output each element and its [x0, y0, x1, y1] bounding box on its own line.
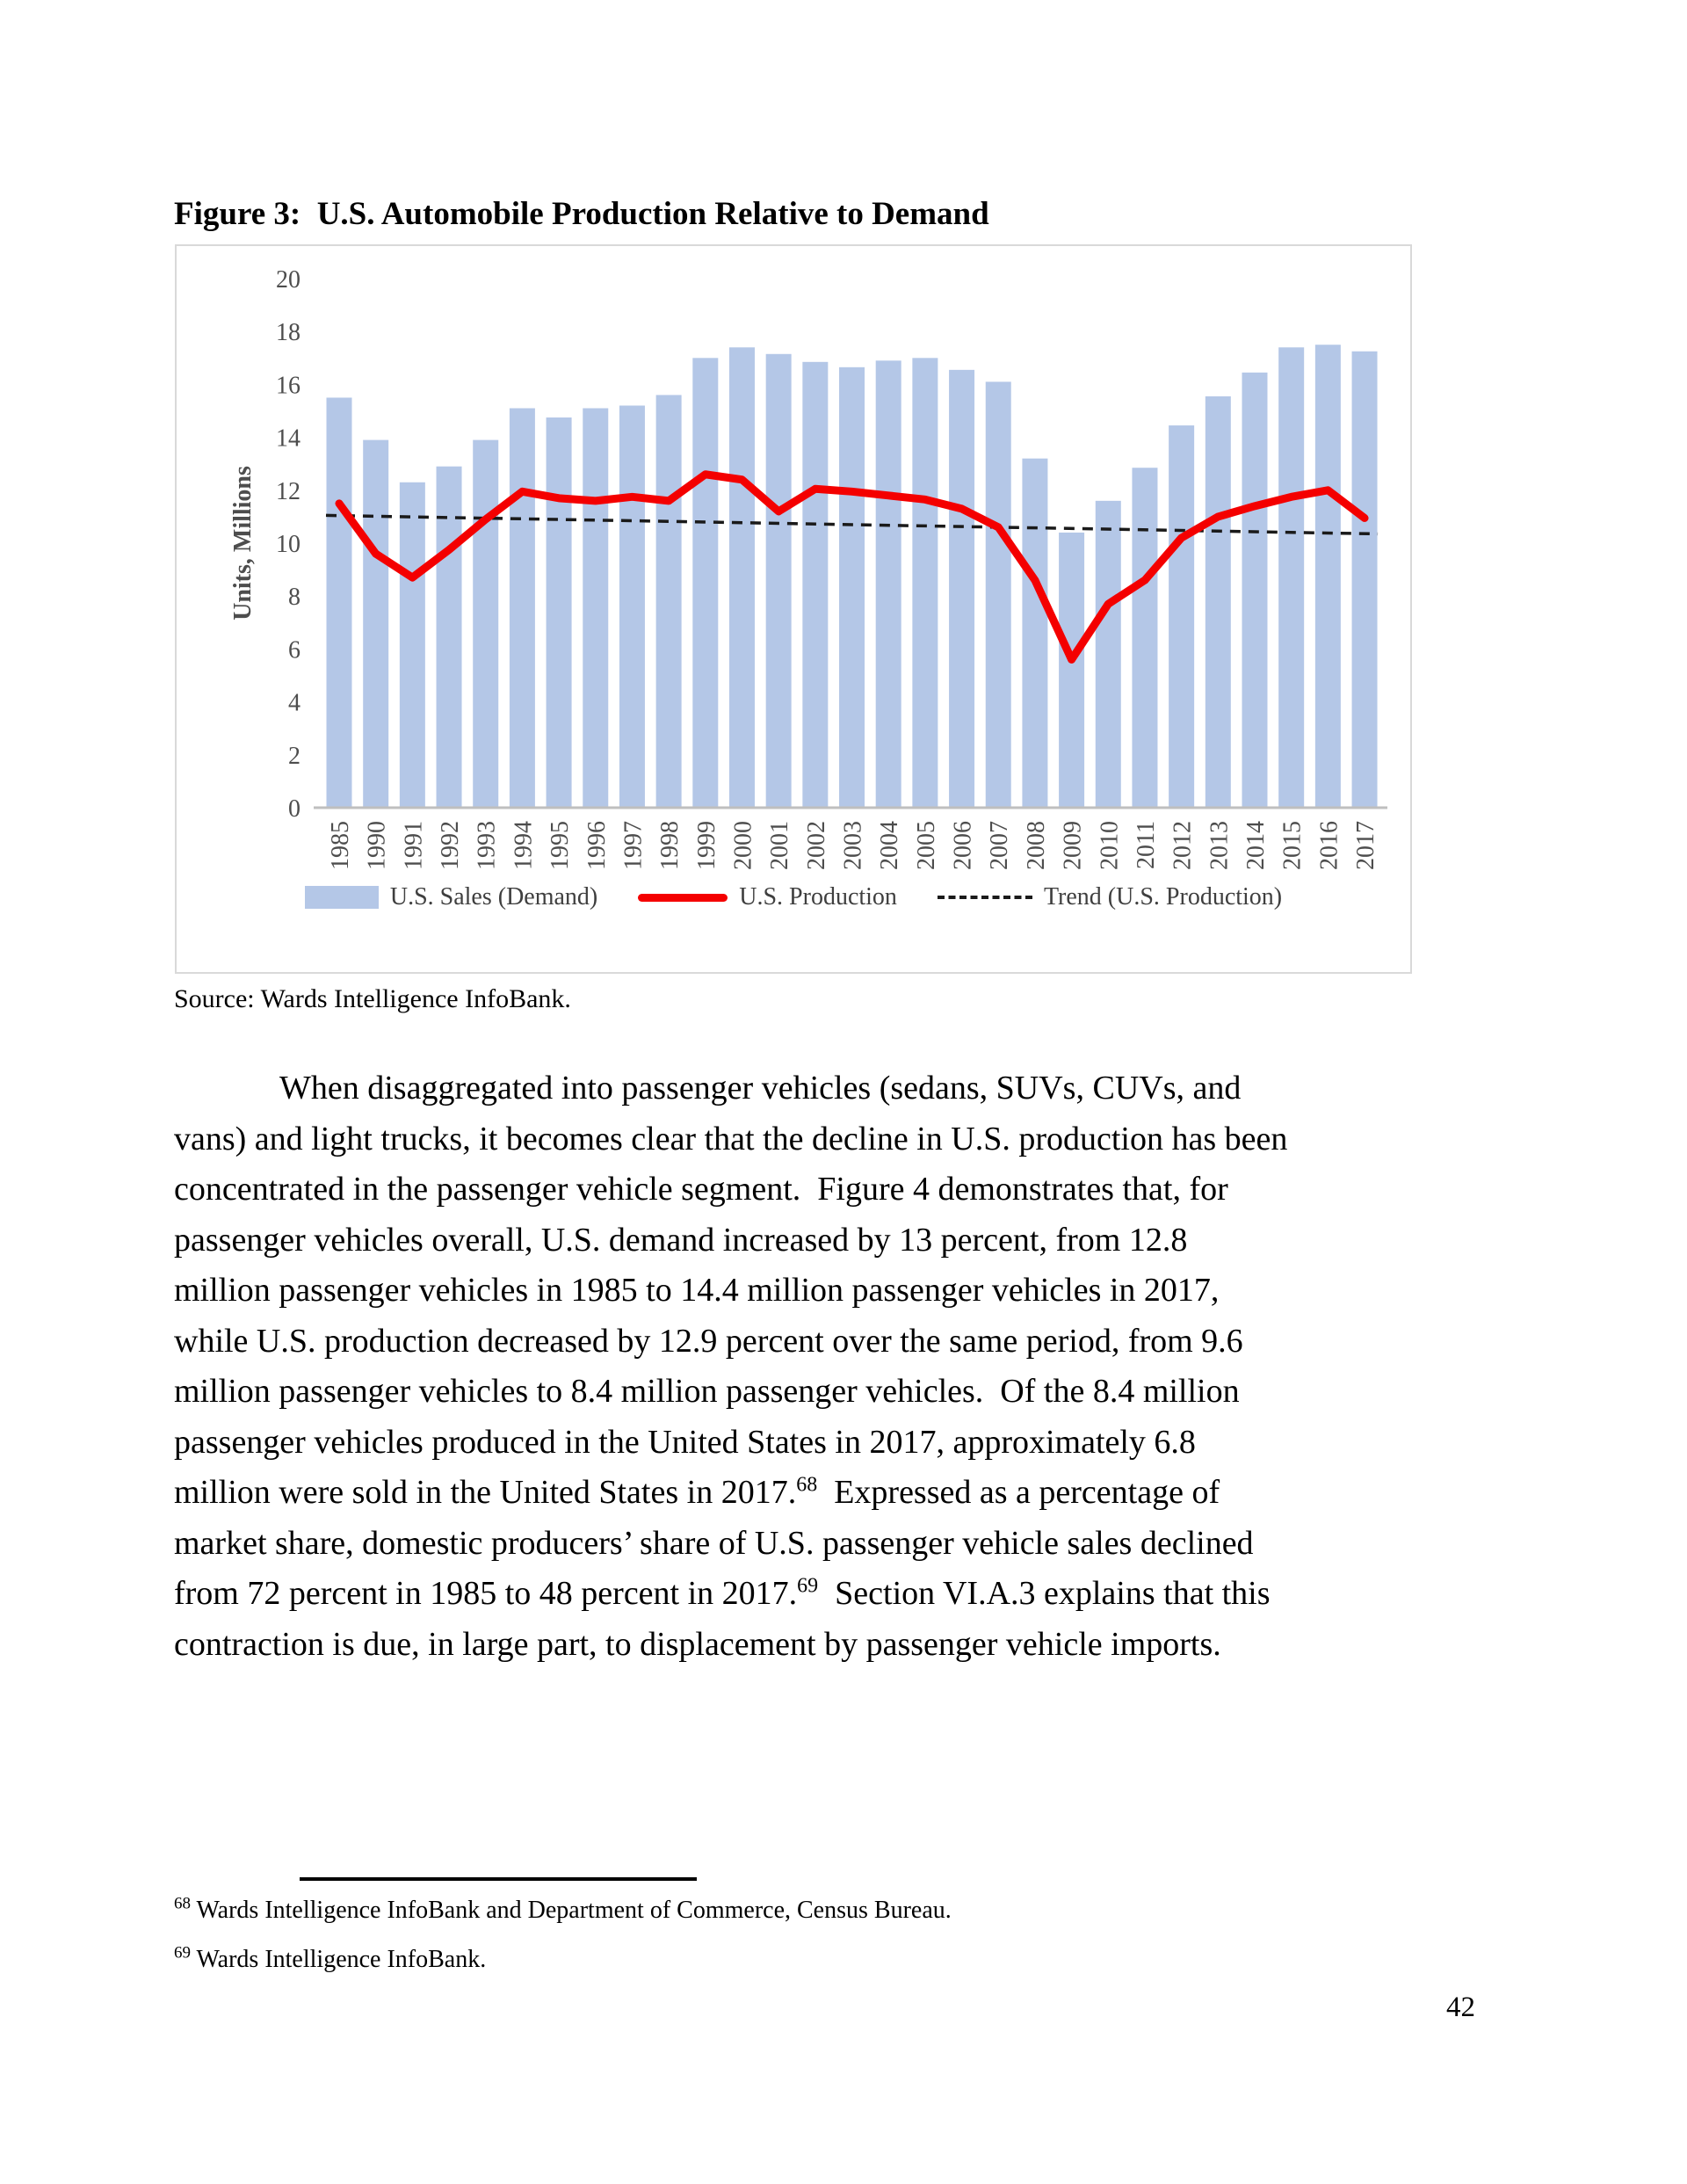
- x-tick-2016: 2016: [1315, 821, 1343, 870]
- paragraph-line: million passenger vehicles in 1985 to 14.4 million passenger vehicles in 2017,: [174, 1272, 1220, 1309]
- legend-label-production: U.S. Production: [739, 883, 897, 911]
- paragraph-line: market share, domestic producers’ share of U.S. passenger vehicle sales declined: [174, 1524, 1254, 1562]
- bar-1985: [327, 397, 352, 808]
- bar-2017: [1352, 352, 1378, 808]
- x-tick-2011: 2011: [1132, 821, 1160, 869]
- legend-label-sales: U.S. Sales (Demand): [389, 883, 598, 911]
- paragraph-line: passenger vehicles overall, U.S. demand increased by 13 percent, from 12.8: [174, 1221, 1188, 1259]
- x-tick-1999: 1999: [692, 821, 720, 870]
- y-tick-16: 16: [276, 372, 300, 400]
- x-tick-1997: 1997: [619, 821, 648, 870]
- footnote-separator: [300, 1877, 697, 1881]
- bar-2010: [1096, 501, 1121, 808]
- x-tick-1994: 1994: [510, 821, 538, 870]
- bar-2003: [839, 367, 865, 808]
- x-tick-1985: 1985: [327, 821, 354, 870]
- y-tick-12: 12: [276, 477, 300, 505]
- bar-2004: [876, 360, 901, 808]
- x-tick-1990: 1990: [363, 821, 391, 870]
- footnote-ref-69: 69: [797, 1574, 819, 1598]
- bar-2014: [1242, 373, 1268, 808]
- paragraph-line: When disaggregated into passenger vehicles (sedans, SUVs, CUVs, and: [279, 1070, 1242, 1107]
- bar-2001: [766, 354, 792, 808]
- bar-2007: [986, 381, 1011, 808]
- x-tick-2001: 2001: [766, 821, 794, 870]
- legend-item-production: [638, 883, 897, 911]
- bar-2002: [802, 362, 828, 808]
- bar-2015: [1278, 347, 1304, 808]
- x-tick-2004: 2004: [876, 821, 904, 870]
- paragraph-line: vans) and light trucks, it becomes clear that the decline in U.S. production has been: [174, 1120, 1288, 1157]
- bar-2000: [729, 347, 755, 808]
- paragraph-line: from 72 percent in 1985 to 48 percent in 2017.69 Section VI.A.3 explains that this: [174, 1574, 1271, 1612]
- x-tick-2015: 2015: [1278, 821, 1307, 870]
- legend-item-trend: [938, 883, 1282, 911]
- x-tick-2009: 2009: [1059, 821, 1087, 870]
- bar-2005: [912, 358, 938, 808]
- chart-figure-3: [175, 244, 1412, 974]
- bar-1999: [692, 358, 718, 808]
- bar-2016: [1315, 345, 1341, 808]
- bar-1991: [400, 483, 425, 808]
- x-tick-2000: 2000: [729, 821, 757, 870]
- y-tick-6: 6: [288, 636, 300, 664]
- footnote-69: $^{69}$ Wards Intelligence InfoBank.: [174, 1943, 487, 1973]
- x-tick-1998: 1998: [656, 821, 684, 870]
- paragraph-line: passenger vehicles produced in the United States in 2017, approximately 6.8: [174, 1423, 1196, 1461]
- footnote-ref-68: 68: [796, 1473, 818, 1497]
- x-tick-2008: 2008: [1022, 821, 1050, 870]
- x-tick-1995: 1995: [547, 821, 575, 870]
- bar-1997: [619, 405, 645, 808]
- legend-label-trend: Trend (U.S. Production): [1043, 883, 1283, 911]
- paragraph-line: concentrated in the passenger vehicle segment. Figure 4 demonstrates that, for: [174, 1171, 1228, 1208]
- paragraph-line: million were sold in the United States in 2017.68 Expressed as a percentage of: [174, 1473, 1220, 1511]
- x-tick-1996: 1996: [583, 821, 611, 870]
- x-tick-2012: 2012: [1169, 821, 1197, 870]
- x-tick-2013: 2013: [1206, 821, 1234, 870]
- bar-1996: [583, 408, 608, 808]
- x-tick-2014: 2014: [1242, 821, 1270, 870]
- trend-dash-swatch: [938, 896, 1032, 899]
- paragraph-line: million passenger vehicles to 8.4 million passenger vehicles. Of the 8.4 million: [174, 1373, 1240, 1410]
- x-tick-2017: 2017: [1352, 821, 1380, 870]
- bar-1994: [510, 408, 535, 808]
- source-note: Source: Wards Intelligence InfoBank.: [174, 984, 571, 1013]
- y-tick-20: 20: [276, 266, 300, 294]
- y-tick-14: 14: [276, 424, 300, 453]
- bar-1993: [473, 440, 498, 808]
- production-demand-chart: [177, 246, 1410, 972]
- paragraph-line: while U.S. production decreased by 12.9 percent over the same period, from 9.6: [174, 1322, 1243, 1360]
- x-tick-1993: 1993: [473, 821, 501, 870]
- bar-2006: [949, 370, 974, 808]
- y-tick-2: 2: [288, 742, 300, 770]
- x-tick-1991: 1991: [400, 821, 428, 870]
- production-line-swatch: [638, 894, 728, 902]
- paragraph-line: contraction is due, in large part, to displacement by passenger vehicle imports.: [174, 1625, 1221, 1663]
- bar-2009: [1059, 533, 1084, 808]
- bar-2008: [1022, 459, 1047, 808]
- bar-2011: [1132, 468, 1157, 808]
- y-axis-title: Units, Millions: [229, 466, 257, 620]
- y-tick-8: 8: [288, 584, 300, 612]
- bar-1990: [363, 440, 388, 808]
- bar-1998: [656, 395, 682, 808]
- y-tick-10: 10: [276, 531, 300, 558]
- x-tick-2005: 2005: [912, 821, 940, 870]
- x-tick-2007: 2007: [986, 821, 1014, 870]
- x-tick-2010: 2010: [1096, 821, 1124, 870]
- legend-item-sales: [305, 883, 597, 911]
- x-tick-2003: 2003: [839, 821, 867, 870]
- y-tick-0: 0: [288, 795, 300, 823]
- x-tick-2002: 2002: [802, 821, 830, 870]
- y-tick-4: 4: [288, 689, 300, 717]
- x-tick-2006: 2006: [949, 821, 977, 870]
- bar-1995: [547, 417, 572, 808]
- sales-bar-swatch: [305, 886, 379, 909]
- body-paragraph: [174, 1063, 1287, 1670]
- bar-2012: [1169, 425, 1194, 808]
- y-tick-18: 18: [276, 319, 300, 347]
- footnote-68: $^{68}$ Wards Intelligence InfoBank and Department of Commerce, Census Bureau.: [174, 1894, 952, 1924]
- chart-legend: [177, 883, 1410, 911]
- page-number: 42: [1446, 1992, 1475, 2023]
- figure-title: Figure 3: U.S. Automobile Production Relative to Demand: [174, 196, 989, 232]
- x-tick-1992: 1992: [437, 821, 465, 870]
- bar-2013: [1206, 396, 1231, 808]
